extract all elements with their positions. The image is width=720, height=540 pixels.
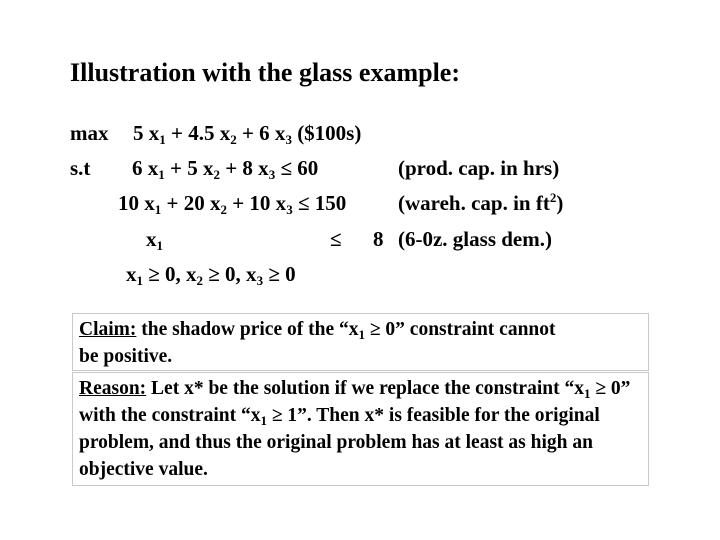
subject-to-label: s.t (70, 156, 91, 180)
objective-label: max (70, 121, 109, 145)
constraint-demand-inequality: ≤ (330, 227, 342, 251)
claim-box (72, 313, 649, 371)
reason-heading: Reason: (79, 378, 147, 399)
reason-text-1: Let x* be the solution if we replace the constraint “x (146, 378, 584, 399)
objective-function: 5 $x_1 + 4.5$ $x_2 + 6$ $x_3$ ($100s) (133, 121, 362, 147)
reason-text-3: ≥ 1”. Then x* is feasible for the original problem, and thus the original problem has at least as high an objective value. (79, 405, 600, 480)
constraint-demand-note: (6-0z. glass dem.) (398, 227, 552, 251)
claim-text-2: ≥ 0” constraint cannot be positive. (79, 319, 556, 367)
constraint-demand-variable: $x_1$ (146, 227, 163, 253)
slide-title: Illustration with the glass example: (70, 58, 460, 87)
constraint-production-note: (prod. cap. in hrs) (398, 156, 560, 180)
reason-box (72, 372, 649, 486)
reason-subscript-2: 1 (260, 413, 267, 428)
nonnegativity-constraints: $x_1 \ge 0$, $x_2 \ge 0$, $x_3 \ge 0$ (126, 262, 296, 288)
constraint-warehouse-note: (wareh. cap. in $ft^2$) (398, 190, 564, 215)
reason-text-2: ≥ 0” with the constraint “x (79, 378, 631, 426)
constraint-warehouse: 10 $x_1 + 20$ $x_2 + 10$ $x_3 \le 150$ (118, 191, 347, 217)
claim-heading: Claim: (79, 319, 137, 340)
constraint-production: 6 $x_1 + 5$ $x_2 + 8$ $x_3 \le 60$ (132, 156, 319, 182)
constraint-demand-rhs: 8 (373, 227, 384, 251)
claim-text-1: the shadow price of the “x (136, 319, 359, 340)
claim-subscript: 1 (358, 327, 365, 342)
reason-subscript-1: 1 (583, 386, 591, 401)
